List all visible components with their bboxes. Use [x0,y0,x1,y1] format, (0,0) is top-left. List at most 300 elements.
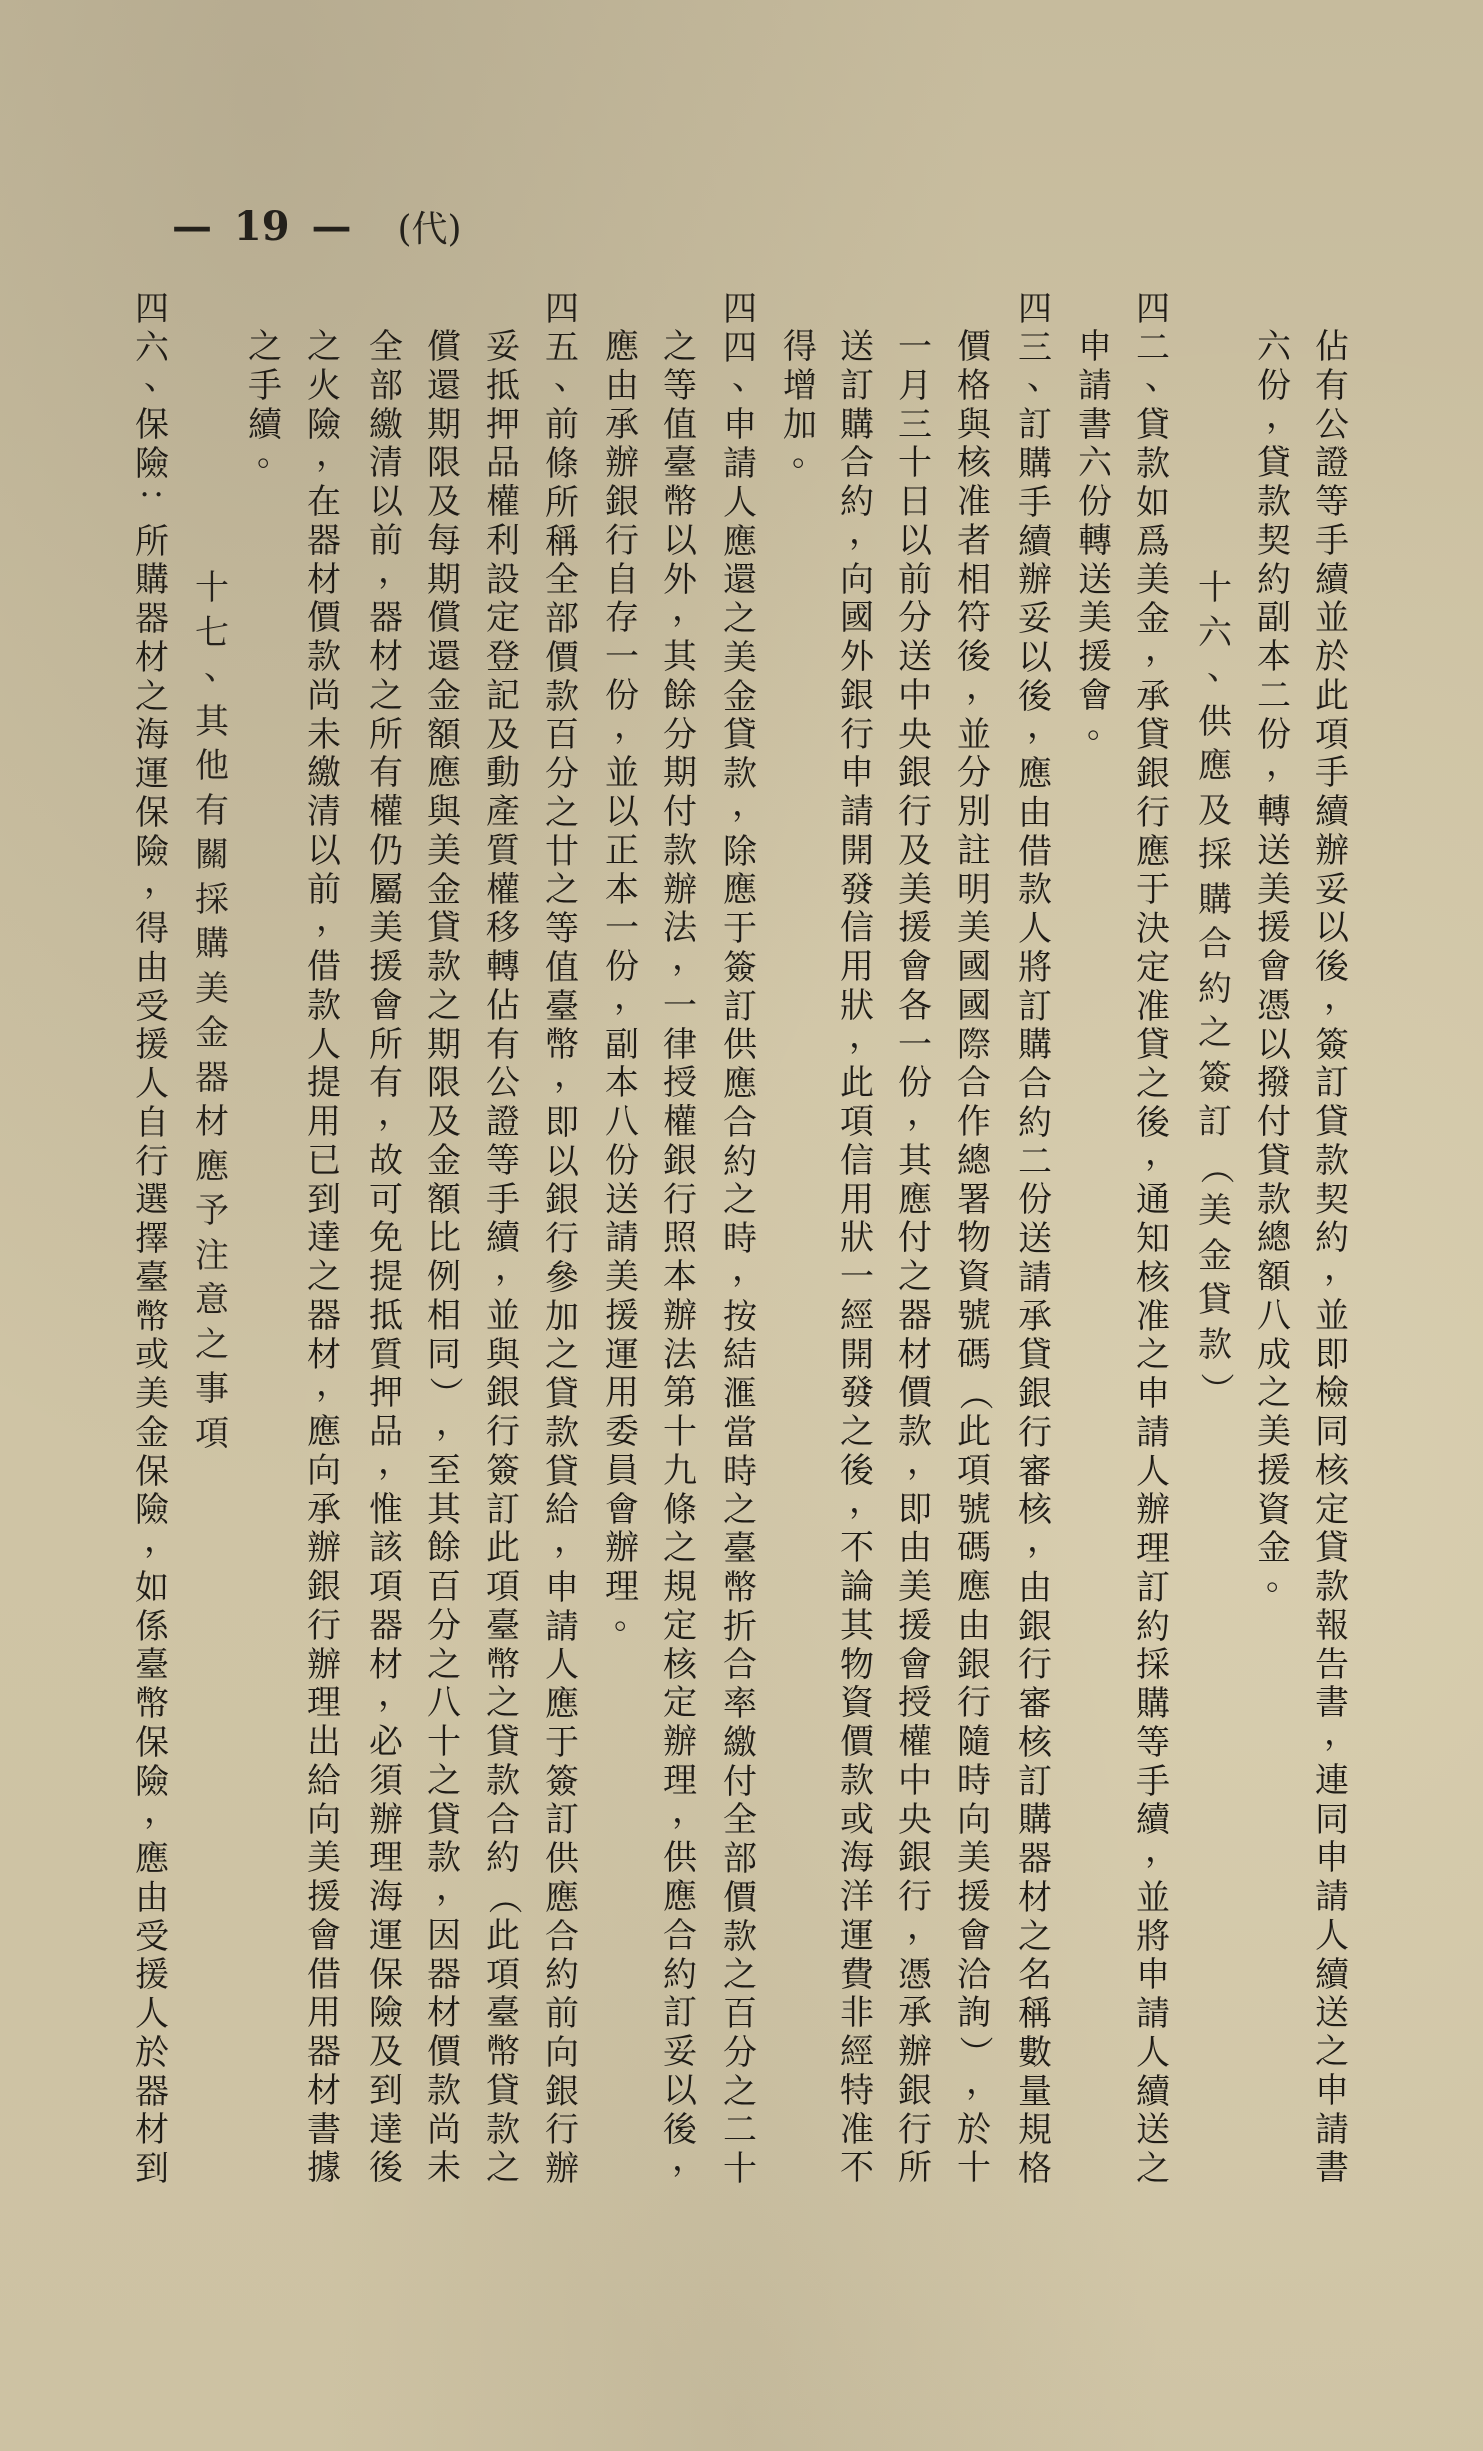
text-character: 非 [840,1993,874,2034]
text-character: 餘 [427,1528,461,1569]
text-character: 簽 [486,1450,520,1491]
text-character: 供 [545,1839,579,1879]
text-character: 及 [1198,790,1232,831]
text-character: 授 [898,1683,932,1724]
text-character: 辦 [1136,1490,1170,1531]
text-character: 器 [195,1057,229,1098]
text-character: 理 [663,1760,697,1801]
text-character: 仍 [369,830,403,871]
text-character: 核 [1018,1722,1052,1763]
text-character: 以 [1257,1024,1291,1065]
text-character: 銀 [1018,1606,1052,1647]
text-character: 一 [898,327,932,367]
text-character: 決 [1136,909,1170,949]
text-character: 美 [195,968,229,1009]
text-character: 定 [663,1605,697,1646]
text-character: 理 [605,1567,639,1607]
text-character: 行 [1018,1412,1052,1453]
text-character: ， [1145,628,1179,669]
text-character: 抵 [369,1295,403,1336]
text-character: 器 [135,2071,169,2112]
text-character: 以 [369,482,403,522]
text-character: 運 [605,1334,639,1375]
text-character: 轉 [1257,792,1291,832]
text-character: 人 [723,482,757,523]
text-character: 款 [1018,870,1052,911]
text-character: 材 [427,1993,461,2034]
text-character: 此 [957,1412,991,1452]
text-character: 檢 [1315,1373,1349,1414]
text-character: 並 [605,753,639,794]
text-character: 。 [1087,705,1121,746]
text-character: ， [849,1015,883,1056]
text-character: 並 [486,1295,520,1336]
text-character: 選 [135,1180,169,1221]
text-character: 分 [723,2032,757,2073]
text-character: 請 [605,1218,639,1259]
text-character: 公 [486,1063,520,1104]
text-character: 會 [1078,675,1112,716]
text-character: 將 [1018,947,1052,988]
text-character: 到 [369,2070,403,2111]
text-character: 金 [427,675,461,716]
text-character: 所 [135,521,169,562]
text-character: 號 [957,1489,991,1530]
text-character: 之 [663,1528,697,1569]
text-character: （ [954,1376,995,1411]
text-character: 援 [957,1877,991,1917]
text-character: 號 [957,1295,991,1336]
text-character: 之 [840,1412,874,1452]
text-character: 本 [605,1063,639,1104]
text-character: 自 [135,1102,169,1143]
text-character: 發 [840,1373,874,1414]
text-character: ， [672,1790,706,1831]
text-character: ， [1266,395,1300,436]
text-character: 由 [957,1605,991,1646]
text-character: 之 [427,985,461,1026]
text-character: 約 [1198,968,1232,1009]
text-character: 行 [840,714,874,755]
text-character: 授 [663,1063,697,1104]
text-character: 受 [135,986,169,1027]
text-character: 金 [427,869,461,910]
text-character: 購 [1018,444,1052,484]
text-character: 材 [369,1644,403,1685]
text-character: 送 [605,1179,639,1220]
text-character: 人 [135,1994,169,2034]
text-character: 額 [427,714,461,755]
text-character: 登 [486,637,520,677]
text-character: 例 [427,1257,461,1297]
text-character: 用 [840,1179,874,1220]
text-character: 月 [898,365,932,406]
text-character: 出 [307,1722,341,1762]
text-character: 行 [486,1412,520,1452]
text-character: 四 [1018,289,1052,329]
text-character: 四 [723,289,757,329]
text-character: 應 [957,1567,991,1607]
text-character: 美 [1257,869,1291,910]
text-character: 臺 [486,1605,520,1646]
text-character: 送 [1136,2110,1170,2151]
text-character: 告 [1315,1644,1349,1685]
text-character: 人 [1136,1451,1170,1492]
text-character: 未 [307,714,341,755]
text-character: 美 [1198,1191,1232,1231]
text-character: 有 [195,790,229,831]
text-character: 定 [1315,1489,1349,1530]
text-character: （ [1195,1149,1236,1184]
text-character: 撥 [1257,1063,1291,1104]
text-character: 續 [1136,2071,1170,2112]
text-character: （ [483,1880,524,1915]
text-character: 由 [135,1877,169,1918]
text-character: 金 [195,1013,229,1053]
text-character: 加 [783,404,817,445]
text-character: 辦 [898,2032,932,2072]
text-character: 訂 [723,986,757,1027]
text-character: 由 [605,365,639,406]
text-character: 手 [1315,520,1349,561]
text-character: 手 [1136,1761,1170,1802]
text-character: 之 [369,675,403,716]
text-character: 材 [369,637,403,677]
text-character: 美 [957,908,991,949]
text-character: 材 [195,1102,229,1142]
text-character: 於 [135,2032,169,2073]
text-character: 一 [605,637,639,677]
text-character: 率 [723,1684,757,1724]
text-character: 清 [369,443,403,484]
text-character: 用 [307,1993,341,2034]
text-character: 准 [840,2109,874,2150]
text-column [1015,289,1061,2189]
text-character: 百 [427,1567,461,1607]
text-character: 繳 [369,404,403,445]
text-character: 憑 [1257,985,1291,1026]
text-character: 本 [1257,637,1291,677]
text-character: 由 [1018,792,1052,833]
text-character: 一 [605,908,639,949]
text-character: 法 [663,1334,697,1375]
text-character: 辦 [663,1295,697,1336]
text-character: 承 [1136,676,1170,717]
text-column [1075,327,1121,754]
text-character: 此 [840,1063,874,1104]
text-character: 核 [1018,1490,1052,1531]
text-character: 份 [605,1140,639,1181]
text-character: 貸 [427,1799,461,1840]
text-character: 四 [545,289,579,329]
text-character: 材 [135,637,169,678]
text-character: 美 [1078,598,1112,639]
text-character: 銀 [545,2071,579,2112]
text-character: 期 [663,753,697,794]
text-character: 訂 [545,1800,579,1841]
text-character: 央 [898,714,932,755]
text-character: 美 [1136,560,1170,601]
text-character: 之 [1136,1064,1170,1104]
text-character: 臺 [545,986,579,1027]
text-character: 之 [1136,2149,1170,2189]
text-character: 貸 [427,908,461,949]
text-character: 手 [1315,753,1349,794]
text-character: 幣 [135,1684,169,1724]
text-character: 銀 [1136,754,1170,794]
text-character: 部 [545,599,579,639]
text-character: 同 [427,1334,461,1375]
text-character: 金 [1198,1235,1232,1276]
text-character: 分 [545,754,579,794]
text-character: 經 [840,1295,874,1336]
text-character: 用 [840,947,874,987]
text-character: 外 [840,637,874,677]
text-character: 援 [1257,908,1291,949]
text-character: 款 [1315,1140,1349,1181]
text-character: 洋 [840,1877,874,1917]
text-character: ， [554,1520,588,1560]
text-character: ） [1195,1372,1236,1407]
text-character: 分 [427,1605,461,1646]
text-character: 採 [195,879,229,920]
text-character: 貸 [545,1374,579,1414]
page-header [172,200,462,252]
text-character: 員 [605,1450,639,1491]
text-character: 同 [1315,1412,1349,1452]
text-character: 洽 [957,1954,991,1995]
text-character: 援 [898,908,932,949]
text-character: 、 [732,357,766,398]
text-character: 幣 [486,2032,520,2072]
text-character: 採 [1198,835,1232,875]
text-character: 器 [427,1954,461,1995]
text-column [895,327,941,2189]
text-character: 海 [135,715,169,756]
text-character: 如 [135,1567,169,1608]
text-character: 應 [307,1412,341,1452]
text-character: 即 [1315,1334,1349,1375]
text-character: 律 [663,1024,697,1065]
text-character: 訂 [840,365,874,406]
text-character: 准 [1136,1296,1170,1337]
text-character: 額 [1257,1257,1291,1297]
text-character: 及 [486,714,520,755]
text-character: 其 [898,1140,932,1181]
text-character: 項 [957,1450,991,1491]
text-character: 合 [663,1915,697,1956]
text-character: 理 [369,1838,403,1879]
text-character: 條 [545,444,579,484]
text-character: 分 [663,714,697,755]
text-character: 給 [307,1760,341,1801]
text-character: 妥 [663,2032,697,2072]
text-character: 時 [723,1451,757,1492]
text-character: 等 [1315,482,1349,522]
text-character: 價 [307,598,341,639]
text-character: ， [614,976,648,1017]
text-character: 事 [195,1369,229,1409]
text-character: 行 [957,1683,991,1724]
text-character: 請 [1136,1994,1170,2034]
text-character: 運 [840,1915,874,1956]
text-character: 部 [369,365,403,406]
text-character: 中 [898,675,932,716]
text-character: 幣 [545,1025,579,1066]
text-character: 請 [1315,2109,1349,2150]
text-character: 臺 [135,1645,169,1686]
text-character: 三 [1018,327,1052,368]
text-character: ， [1145,1132,1179,1173]
text-character: 意 [195,1280,229,1320]
text-character: ， [732,1248,766,1289]
text-character: 承 [898,1993,932,2034]
text-character: 申 [1136,1374,1170,1414]
text-character: 訂 [1018,986,1052,1027]
text-character: 總 [957,1140,991,1181]
text-character: 約 [1257,559,1291,600]
text-character: 之 [1315,2032,1349,2072]
text-character: 該 [369,1528,403,1569]
text-character: ， [144,861,178,902]
text-character: ， [1324,976,1358,1017]
text-character: 他 [195,746,229,786]
text-character: 限 [427,1063,461,1104]
text-character: 付 [663,792,697,832]
text-character: 貸 [1136,715,1170,756]
text-character: 及 [898,830,932,871]
text-character: ， [316,1364,350,1405]
text-character: 開 [840,1334,874,1375]
text-character: 書 [1315,1683,1349,1724]
text-character: 等 [486,1140,520,1181]
text-character: 海 [840,1838,874,1879]
text-character: ， [672,938,706,978]
text-character: 將 [1136,1916,1170,1957]
text-character: 購 [1198,879,1232,920]
text-character: 副 [1257,598,1291,639]
text-character: 移 [486,908,520,949]
text-character: 碼 [957,1334,991,1375]
text-column [245,327,291,483]
text-character: ： [132,486,173,521]
text-column [1133,289,1179,2189]
text-character: 合 [1198,924,1232,964]
text-character: 價 [840,1722,874,1762]
text-character: 銀 [898,753,932,794]
text-character: 續 [486,1218,520,1259]
text-character: 價 [545,637,579,678]
text-character: 連 [1315,1760,1349,1801]
text-character: 論 [840,1567,874,1607]
text-character: 設 [486,559,520,600]
text-character: 火 [307,365,341,406]
text-character: 應 [723,870,757,911]
text-character: 比 [427,1218,461,1259]
text-character: 以 [545,1141,579,1182]
text-character: 會 [957,1915,991,1956]
text-character: 銀 [605,482,639,522]
text-character: 款 [427,1838,461,1879]
text-character: 合 [545,1916,579,1957]
text-character: 以 [1018,637,1052,678]
text-character: 銀 [307,1567,341,1607]
text-character: 不 [840,1528,874,1569]
text-character: 轉 [1078,520,1112,561]
text-column [954,327,1000,2189]
text-character: 核 [1315,1450,1349,1491]
text-character: 送 [1018,1219,1052,1259]
text-character: 銀 [898,1838,932,1879]
text-character: 款 [486,1760,520,1801]
text-character: 金 [723,676,757,717]
text-character: 行 [135,1141,169,1182]
section-heading [1195,566,1241,1412]
text-character: ， [1145,1830,1179,1870]
text-character: 美 [605,1257,639,1297]
text-character: 訂 [1198,1102,1232,1142]
text-character: 。 [792,434,826,475]
text-character: 手 [1018,482,1052,523]
text-character: 會 [307,1915,341,1956]
text-character: 分 [898,598,932,639]
text-character: 由 [135,947,169,988]
text-character: 款 [1136,444,1170,484]
text-character: 辦 [605,443,639,484]
text-character: 美 [369,908,403,949]
text-character: 應 [663,1877,697,1917]
text-character: 購 [1018,1800,1052,1841]
text-character: 狀 [840,985,874,1026]
text-character: 總 [1257,1218,1291,1259]
text-character: 約 [1136,1606,1170,1647]
text-character: 援 [135,1955,169,1996]
text-character: ， [378,550,412,591]
text-character: 抵 [486,365,520,406]
text-character: 美 [307,1838,341,1879]
text-character: 尚 [307,675,341,716]
text-character: 二 [723,2110,757,2151]
text-character: 申 [1315,1838,1349,1879]
text-character: 時 [723,1219,757,1259]
text-character: 款 [663,830,697,871]
text-character: 格 [957,365,991,406]
text-character: 係 [135,1606,169,1647]
text-character: 用 [307,1102,341,1142]
text-character: 至 [427,1450,461,1491]
text-column [660,327,706,2188]
text-character: 妥 [486,327,520,367]
text-character: ， [614,705,648,746]
text-character: 第 [663,1373,697,1414]
text-character: 審 [1018,1451,1052,1492]
text-character: 署 [957,1179,991,1220]
text-character: 及 [427,482,461,522]
text-character: 行 [898,792,932,832]
text-character: 按 [723,1296,757,1337]
text-character: 權 [898,1722,932,1762]
text-character: 及 [369,2032,403,2072]
text-character: 此 [1315,675,1349,716]
text-character: 份 [605,947,639,987]
text-character: 各 [898,985,932,1026]
text-character: 所 [369,714,403,755]
text-column [542,289,588,2189]
text-character: 援 [369,947,403,987]
text-character: 後 [957,637,991,677]
text-character: 材 [1018,1877,1052,1918]
text-character: 得 [783,327,817,367]
